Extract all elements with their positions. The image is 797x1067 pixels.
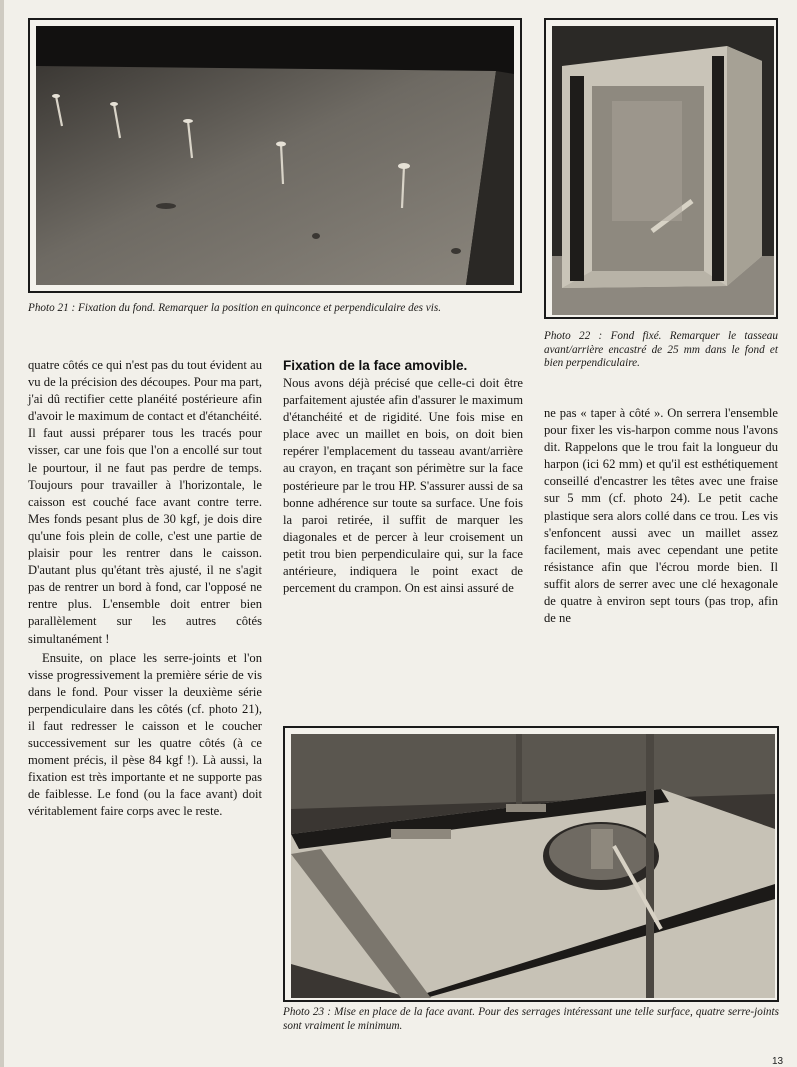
photo-23-image xyxy=(291,734,775,998)
photo-22-caption: Photo 22 : Fond fixé. Remarquer le tasseau avant/arrière encastré de 25 mm dans le fond et bien perpendiculaire. xyxy=(544,330,778,369)
page-edge-shadow xyxy=(0,0,4,1067)
photo-22-image xyxy=(552,26,774,315)
section-heading: Fixation de la face amovible. xyxy=(283,358,468,373)
page-number: 13 xyxy=(772,1056,784,1067)
photo-22-frame xyxy=(544,18,778,319)
col2-paragraph-1: Nous avons déjà précisé que celle-ci doit être parfaitement ajustée afin d'assurer le maximum d'étanchéité et de rigidité. Une fois mise en place avec un maillet en bois, on doit bien repérer l'emplacement du tasseau avant/arrière au crayon, en traçant son périmètre sur la face postérieure par le trou HP. S'assurer aussi de sa bonne adhérence sur toute sa surface. Une fois la paroi retirée, il suffit de marquer les diagonales et de percer à leur croisement un petit trou bien perpendiculaire qui, sur la face antérieure, indiquera le point exact de percement du crampon. On est ainsi assuré de xyxy=(283,376,523,596)
photo-23-frame xyxy=(283,726,779,1002)
photo-21-frame xyxy=(28,18,522,293)
col3-paragraph-1: ne pas « taper à côté ». On serrera l'ensemble pour fixer les vis-harpon comme nous l'avons dit. Rappelons que le trou fait la longueur du harpon (ici 62 mm) et qu'il est esthétiquement conseillé d'encastrer les têtes avec une fraise sur 5 mm (cf. photo 24). Le petit cache plastique sera alors collé dans ce trou. Les vis s'enfoncent aussi avec un maillet assez facilement, mais avec cependant une petite résistance afin que l'écrou morde bien. Il suffit alors de serrer avec une clé hexagonale de quatre à environ sept tours (pas trop, afin de ne xyxy=(544,406,778,626)
photo-23-caption: Photo 23 : Mise en place de la face avant. Pour des serrages intéressant une telle surface, quatre serre-joints sont vraiment le minimum. xyxy=(283,1006,779,1032)
column-3 xyxy=(544,405,778,627)
column-2 xyxy=(283,357,523,597)
col1-paragraph-2: Ensuite, on place les serre-joints et l'on visse progressivement la première série de vis dans le fond. Pour visser la deuxième série perpendiculaire dans les côtés (cf. photo 21), il faut redresser le caisson et le coucher successivement sur les quatre côtés (à ce moment précis, il pèse 84 kgf !). Là aussi, la fixation est très importante et ne supporte pas de faiblesse. Le fond (ou la face avant) doit véritablement faire corps avec le reste. xyxy=(28,650,262,819)
photo-21-image xyxy=(36,26,514,285)
column-1 xyxy=(28,357,262,821)
col1-paragraph-1: quatre côtés ce qui n'est pas du tout évident au vu de la précision des découpes. Pour ma part, j'ai dû rectifier cette planéité postérieure afin d'avoir le maximum de contact et d'étanchéité. Il faut aussi préparer tous les tracés pour visser, car une fois que l'on a encollé sur tout le pourtour, il ne faut pas perdre de temps. Toujours pour travailler à l'horizontale, le caisson est couché face avant contre terre. Mes fonds pesant plus de 30 kgf, je dois dire qu'une fois plein de colle, c'est une partie de plaisir pour les rentrer dans le caisson. D'autant plus qu'étant très ajusté, il ne s'agit pas de rentrer un bord à fond, car l'opposé ne rentre plus. L'ensemble doit entrer bien parallèlement sur les autres côtés simultanément ! xyxy=(28,358,262,646)
photo-21-caption: Photo 21 : Fixation du fond. Remarquer la position en quinconce et perpendiculaire des vis. xyxy=(28,302,442,314)
